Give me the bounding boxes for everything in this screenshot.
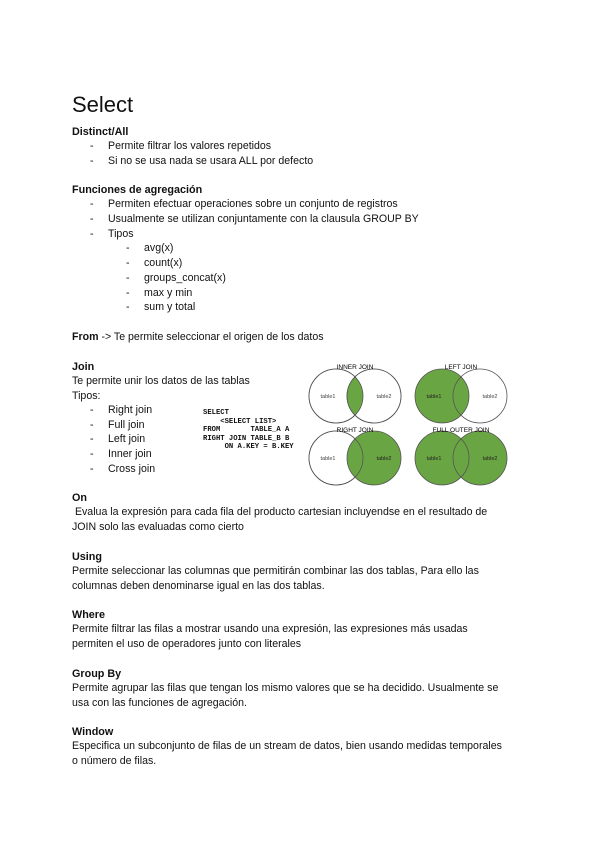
- sub-bullet-dash: -: [126, 257, 130, 269]
- distinct-item-2: Si no se usa nada se usara ALL por defecto: [108, 155, 314, 167]
- on-line-2: JOIN solo las evaluadas como cierto: [72, 521, 244, 533]
- sub-bullet-dash: -: [126, 301, 130, 313]
- venn-inner-join: [309, 364, 401, 423]
- bullet-dash: -: [90, 198, 94, 210]
- from-line: [72, 330, 324, 344]
- bullet-dash: -: [90, 419, 94, 431]
- window-line-2: o número de filas.: [72, 755, 157, 767]
- aggregation-heading: Funciones de agregación: [72, 184, 203, 196]
- venn-right-join: [309, 427, 401, 485]
- join-type-2: Full join: [108, 419, 145, 431]
- venn-right-label: table2: [376, 394, 392, 400]
- using-line-1: Permite seleccionar las columnas que permitirán combinar las dos tablas, Para ello las: [72, 565, 479, 577]
- aggregation-type-2: count(x): [144, 257, 183, 269]
- aggregation-item-2: Usualmente se utilizan conjuntamente con la clausula GROUP BY: [108, 213, 419, 225]
- groupby-paragraph: [72, 681, 522, 711]
- venn-full-outer-join: [415, 427, 507, 485]
- aggregation-type-3: groups_concat(x): [144, 272, 226, 284]
- sub-bullet-dash: -: [126, 287, 130, 299]
- venn-left-label: table1: [426, 394, 442, 400]
- groupby-line-2: usa con las funciones de agregación.: [72, 697, 247, 709]
- window-paragraph: [72, 739, 522, 769]
- from-label: From: [72, 331, 99, 343]
- using-line-2: columnas deben denominarse igual en las dos tablas.: [72, 580, 325, 592]
- join-type-5: Cross join: [108, 463, 156, 475]
- on-line-1: Evalua la expresión para cada fila del producto cartesian incluyendse en el resultado de: [72, 506, 488, 518]
- join-type-3: Left join: [108, 433, 146, 445]
- venn-right-label: table2: [376, 456, 392, 462]
- join-type-1: Right join: [108, 404, 153, 416]
- sub-bullet-dash: -: [126, 272, 130, 284]
- where-heading: Where: [72, 609, 105, 621]
- bullet-dash: -: [90, 404, 94, 416]
- window-heading: Window: [72, 726, 114, 738]
- aggregation-type-1: avg(x): [144, 242, 174, 254]
- page-title: Select: [72, 92, 134, 117]
- distinct-heading: Distinct/All: [72, 126, 129, 138]
- bullet-dash: -: [90, 155, 94, 167]
- groupby-line-1: Permite agrupar las filas que tengan los mismo valores que se ha decidido. Usualmente se: [72, 682, 499, 694]
- bullet-dash: -: [90, 140, 94, 152]
- bullet-dash: -: [90, 228, 94, 240]
- bullet-dash: -: [90, 448, 94, 460]
- where-line-2: permiten el uso de operadores junto con literales: [72, 638, 302, 650]
- window-line-1: Especifica un subconjunto de filas de un stream de datos, bien usando medidas temporales: [72, 740, 502, 752]
- venn-title: FULL OUTER JOIN: [432, 427, 490, 434]
- aggregation-type-4: max y min: [144, 287, 193, 299]
- join-heading: Join: [72, 361, 95, 373]
- venn-left-label: table1: [426, 456, 442, 462]
- join-text: Te permite unir los datos de las tablas: [72, 375, 250, 387]
- where-line-1: Permite filtrar las filas a mostrar usando una expresión, las expresiones más usadas: [72, 623, 468, 635]
- venn-left-label: table1: [320, 456, 336, 462]
- aggregation-type-5: sum y total: [144, 301, 196, 313]
- on-heading: On: [72, 492, 87, 504]
- from-text: -> Te permite seleccionar el origen de los datos: [101, 331, 324, 343]
- venn-left-join: [415, 364, 507, 423]
- venn-left-label: table1: [320, 394, 336, 400]
- venn-title: INNER JOIN: [336, 364, 374, 371]
- aggregation-item-1: Permiten efectuar operaciones sobre un conjunto de registros: [108, 198, 398, 210]
- sub-bullet-dash: -: [126, 242, 130, 254]
- venn-title: LEFT JOIN: [444, 364, 478, 371]
- venn-right-label: table2: [482, 394, 498, 400]
- where-paragraph: [72, 622, 522, 652]
- join-tipos-label: Tipos:: [72, 390, 101, 402]
- venn-title: RIGHT JOIN: [336, 427, 374, 434]
- aggregation-item-3: Tipos: [108, 228, 134, 240]
- on-paragraph: [72, 505, 522, 535]
- bullet-dash: -: [90, 463, 94, 475]
- venn-right-label: table2: [482, 456, 498, 462]
- bullet-dash: -: [90, 433, 94, 445]
- groupby-heading: Group By: [72, 668, 122, 680]
- join-venn-diagrams: [306, 360, 516, 488]
- join-type-4: Inner join: [108, 448, 152, 460]
- bullet-dash: -: [90, 213, 94, 225]
- join-sql-code: SELECT <SELECT LIST> FROM TABLE_A A RIGHT JOIN TABLE_B B ON A.KEY = B.KEY: [203, 409, 294, 452]
- using-paragraph: [72, 564, 522, 594]
- distinct-item-1: Permite filtrar los valores repetidos: [108, 140, 272, 152]
- using-heading: Using: [72, 551, 102, 563]
